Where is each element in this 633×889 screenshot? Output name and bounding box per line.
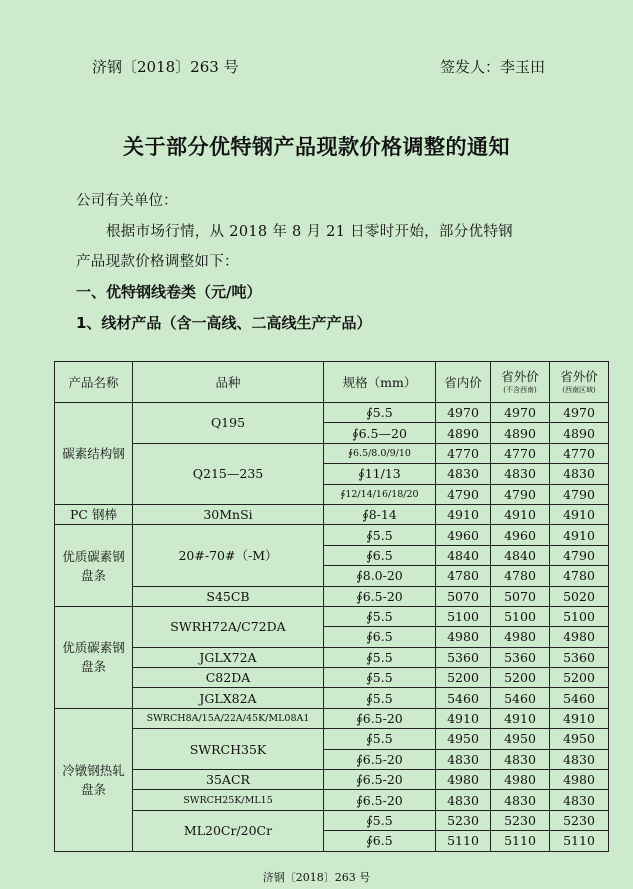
spec-cell: ∮12/14/16/18/20 [324, 484, 436, 504]
document-title: 关于部分优特钢产品现款价格调整的通知 [123, 135, 510, 159]
category-cell: 优质碳素钢盘条 [55, 525, 133, 607]
southwest-price-cell: 4910 [550, 504, 609, 524]
in-province-price-cell: 5070 [436, 586, 491, 606]
table-row [55, 810, 609, 830]
variety-cell: Q215—235 [133, 443, 324, 504]
spec-cell: ∮5.5 [324, 403, 436, 423]
body-paragraph-line-2: 产品现款价格调整如下： [76, 254, 239, 270]
in-province-price-cell: 5110 [436, 831, 491, 851]
body-paragraph-line-1: 根据市场行情，从 2018 年 8 月 21 日零时开始，部分优特钢 [106, 224, 513, 240]
out-province-price-cell: 4910 [491, 504, 550, 524]
out-province-price-cell: 4790 [491, 484, 550, 504]
category-cell: 优质碳素钢盘条 [55, 606, 133, 708]
in-province-price-cell: 4830 [436, 464, 491, 484]
southwest-price-cell: 4830 [550, 749, 609, 769]
table-row [55, 790, 609, 810]
category-cell: 冷镦钢热轧盘条 [55, 708, 133, 851]
out-province-price-cell: 5100 [491, 606, 550, 626]
spec-cell: ∮5.5 [324, 688, 436, 708]
in-province-price-cell: 4960 [436, 525, 491, 545]
header-out-province-label: 省外价 [501, 368, 539, 384]
out-province-price-cell: 5070 [491, 586, 550, 606]
out-province-price-cell: 4830 [491, 749, 550, 769]
in-province-price-cell: 4980 [436, 770, 491, 790]
section-heading-2: 1、线材产品（含一高线、二高线生产产品） [76, 314, 372, 332]
variety-cell: SWRCH35K [133, 729, 324, 770]
in-province-price-cell: 5230 [436, 810, 491, 830]
header-out-province-price [491, 362, 550, 403]
spec-cell: ∮5.5 [324, 729, 436, 749]
spec-cell: ∮6.5-20 [324, 586, 436, 606]
out-province-price-cell: 4890 [491, 423, 550, 443]
table-row [55, 504, 609, 524]
spec-cell: ∮8.0-20 [324, 566, 436, 586]
table-row [55, 443, 609, 463]
spec-cell: ∮5.5 [324, 668, 436, 688]
header-southwest-label: 省外价 [560, 368, 598, 384]
category-cell: 碳素结构钢 [55, 403, 133, 505]
southwest-price-cell: 4970 [550, 403, 609, 423]
southwest-price-cell: 5360 [550, 647, 609, 667]
variety-cell: 20#-70#（-M） [133, 525, 324, 586]
out-province-price-cell: 4830 [491, 790, 550, 810]
header-variety: 品种 [133, 362, 324, 403]
southwest-price-cell: 5460 [550, 688, 609, 708]
variety-cell: 35ACR [133, 770, 324, 790]
variety-cell: 30MnSi [133, 504, 324, 524]
header-spec: 规格（mm） [324, 362, 436, 403]
out-province-price-cell: 5200 [491, 668, 550, 688]
in-province-price-cell: 4830 [436, 749, 491, 769]
out-province-price-cell: 4770 [491, 443, 550, 463]
spec-cell: ∮6.5 [324, 831, 436, 851]
in-province-price-cell: 4950 [436, 729, 491, 749]
southwest-price-cell: 4780 [550, 566, 609, 586]
in-province-price-cell: 5460 [436, 688, 491, 708]
in-province-price-cell: 4840 [436, 545, 491, 565]
out-province-price-cell: 4950 [491, 729, 550, 749]
in-province-price-cell: 4910 [436, 708, 491, 728]
table-row [55, 729, 609, 749]
in-province-price-cell: 4970 [436, 403, 491, 423]
in-province-price-cell: 4980 [436, 627, 491, 647]
in-province-price-cell: 5360 [436, 647, 491, 667]
southwest-price-cell: 4790 [550, 484, 609, 504]
price-table [54, 361, 609, 852]
table-row [55, 770, 609, 790]
variety-cell: ML20Cr/20Cr [133, 810, 324, 851]
spec-cell: ∮8-14 [324, 504, 436, 524]
out-province-price-cell: 5460 [491, 688, 550, 708]
in-province-price-cell: 5200 [436, 668, 491, 688]
header-southwest-price [550, 362, 609, 403]
southwest-price-cell: 4830 [550, 790, 609, 810]
southwest-price-cell: 5230 [550, 810, 609, 830]
out-province-price-cell: 5360 [491, 647, 550, 667]
spec-cell: ∮6.5/8.0/9/10 [324, 443, 436, 463]
southwest-price-cell: 4950 [550, 729, 609, 749]
variety-cell: SWRH72A/C72DA [133, 606, 324, 647]
variety-cell: JGLX72A [133, 647, 324, 667]
out-province-price-cell: 4970 [491, 403, 550, 423]
page-footer: 济钢〔2018〕263 号 [262, 871, 371, 884]
southwest-price-cell: 4890 [550, 423, 609, 443]
header-in-province-price: 省内价 [436, 362, 491, 403]
out-province-price-cell: 4980 [491, 627, 550, 647]
southwest-price-cell: 4770 [550, 443, 609, 463]
in-province-price-cell: 4790 [436, 484, 491, 504]
salutation: 公司有关单位： [76, 193, 178, 209]
southwest-price-cell: 5100 [550, 606, 609, 626]
table-row [55, 647, 609, 667]
spec-cell: ∮6.5 [324, 627, 436, 647]
in-province-price-cell: 4770 [436, 443, 491, 463]
spec-cell: ∮6.5 [324, 545, 436, 565]
header-product-name: 产品名称 [55, 362, 133, 403]
variety-cell: S45CB [133, 586, 324, 606]
southwest-price-cell: 4910 [550, 708, 609, 728]
in-province-price-cell: 4890 [436, 423, 491, 443]
spec-cell: ∮5.5 [324, 525, 436, 545]
southwest-price-cell: 5020 [550, 586, 609, 606]
variety-cell: SWRCH8A/15A/22A/45K/ML08A1 [133, 708, 324, 728]
in-province-price-cell: 4780 [436, 566, 491, 586]
southwest-price-cell: 4980 [550, 627, 609, 647]
variety-cell: C82DA [133, 668, 324, 688]
spec-cell: ∮6.5-20 [324, 770, 436, 790]
in-province-price-cell: 4830 [436, 790, 491, 810]
out-province-price-cell: 5230 [491, 810, 550, 830]
table-row [55, 525, 609, 545]
spec-cell: ∮6.5-20 [324, 790, 436, 810]
header-out-province-note: (不含西南) [503, 385, 537, 394]
southwest-price-cell: 4830 [550, 464, 609, 484]
spec-cell: ∮11/13 [324, 464, 436, 484]
in-province-price-cell: 5100 [436, 606, 491, 626]
header-southwest-note: (西南区域) [562, 385, 596, 394]
table-row [55, 708, 609, 728]
out-province-price-cell: 4960 [491, 525, 550, 545]
table-row [55, 688, 609, 708]
in-province-price-cell: 4910 [436, 504, 491, 524]
spec-cell: ∮6.5-20 [324, 749, 436, 769]
issuer-signature-line: 签发人：李玉田 [440, 58, 546, 76]
out-province-price-cell: 4780 [491, 566, 550, 586]
variety-cell: JGLX82A [133, 688, 324, 708]
document-number: 济钢〔2018〕263 号 [92, 58, 239, 76]
variety-cell: SWRCH25K/ML15 [133, 790, 324, 810]
section-heading-1: 一、优特钢线卷类（元/吨） [76, 283, 262, 301]
table-row [55, 668, 609, 688]
southwest-price-cell: 4980 [550, 770, 609, 790]
spec-cell: ∮6.5-20 [324, 708, 436, 728]
out-province-price-cell: 4910 [491, 708, 550, 728]
spec-cell: ∮5.5 [324, 606, 436, 626]
spec-cell: ∮5.5 [324, 810, 436, 830]
out-province-price-cell: 4840 [491, 545, 550, 565]
southwest-price-cell: 4910 [550, 525, 609, 545]
spec-cell: ∮5.5 [324, 647, 436, 667]
out-province-price-cell: 5110 [491, 831, 550, 851]
out-province-price-cell: 4980 [491, 770, 550, 790]
southwest-price-cell: 5110 [550, 831, 609, 851]
category-cell: PC 钢棒 [55, 504, 133, 524]
spec-cell: ∮6.5—20 [324, 423, 436, 443]
southwest-price-cell: 4790 [550, 545, 609, 565]
table-row [55, 606, 609, 626]
table-row [55, 403, 609, 423]
southwest-price-cell: 5200 [550, 668, 609, 688]
variety-cell: Q195 [133, 403, 324, 444]
out-province-price-cell: 4830 [491, 464, 550, 484]
table-header-row [55, 362, 609, 403]
table-row [55, 586, 609, 606]
